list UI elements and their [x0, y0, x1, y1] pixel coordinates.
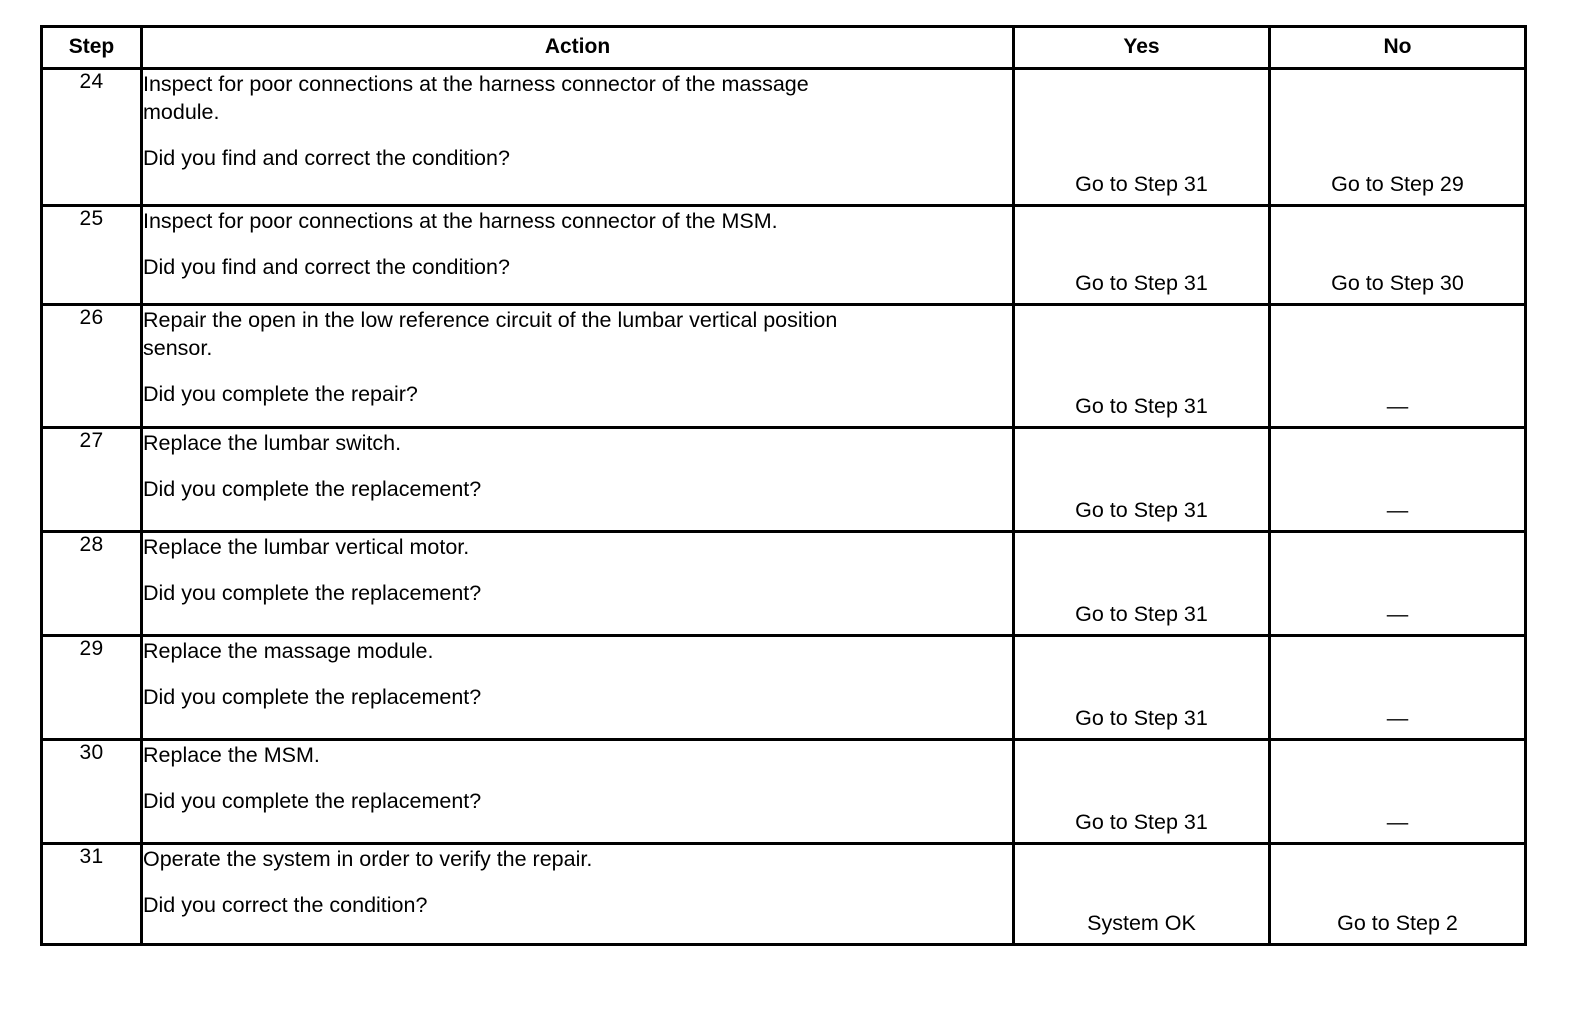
step-number: 26	[42, 305, 142, 428]
no-result: —	[1386, 497, 1409, 522]
table-body	[42, 69, 1526, 945]
yes-result: Go to Step 31	[1075, 270, 1208, 295]
step-number: 25	[42, 206, 142, 305]
column-header-no: No	[1270, 27, 1526, 69]
table-row	[42, 206, 1526, 305]
step-action	[142, 69, 1014, 206]
no-result: —	[1386, 393, 1409, 418]
yes-result-cell	[1014, 740, 1270, 844]
action-question: Did you complete the repair?	[143, 382, 418, 407]
no-result-cell	[1270, 740, 1526, 844]
step-action	[142, 844, 1014, 945]
yes-result-cell	[1014, 636, 1270, 740]
action-spacer	[143, 126, 1012, 144]
no-result-cell	[1270, 532, 1526, 636]
no-result: Go to Step 30	[1331, 270, 1464, 295]
action-line: module.	[143, 100, 220, 125]
action-spacer	[143, 769, 1012, 787]
no-result: Go to Step 2	[1337, 910, 1458, 935]
yes-result: Go to Step 31	[1075, 809, 1208, 834]
action-spacer	[143, 561, 1012, 579]
yes-result: Go to Step 31	[1075, 705, 1208, 730]
yes-result: Go to Step 31	[1075, 601, 1208, 626]
action-question: Did you find and correct the condition?	[143, 146, 510, 171]
table-header-row	[42, 27, 1526, 69]
table-header	[42, 27, 1526, 69]
step-number: 27	[42, 428, 142, 532]
yes-result-cell	[1014, 206, 1270, 305]
table-row	[42, 844, 1526, 945]
step-number: 30	[42, 740, 142, 844]
table-row	[42, 532, 1526, 636]
no-result: —	[1386, 809, 1409, 834]
table-row	[42, 69, 1526, 206]
yes-result: Go to Step 31	[1075, 393, 1208, 418]
action-question: Did you complete the replacement?	[143, 581, 482, 606]
action-spacer	[143, 665, 1012, 683]
step-action	[142, 428, 1014, 532]
yes-result: Go to Step 31	[1075, 171, 1208, 196]
yes-result: Go to Step 31	[1075, 497, 1208, 522]
action-line: Operate the system in order to verify the repair.	[143, 847, 593, 871]
action-line: Inspect for poor connections at the harness connector of the massage	[143, 72, 809, 96]
column-header-yes: Yes	[1014, 27, 1270, 69]
no-result-cell	[1270, 844, 1526, 945]
action-line: Repair the open in the low reference circuit of the lumbar vertical position	[143, 308, 838, 332]
diagnostic-table-container	[40, 25, 1524, 946]
action-line: Inspect for poor connections at the harness connector of the MSM.	[143, 209, 778, 233]
table-row	[42, 428, 1526, 532]
action-question: Did you correct the condition?	[143, 893, 428, 918]
action-question: Did you complete the replacement?	[143, 477, 482, 502]
yes-result-cell	[1014, 428, 1270, 532]
no-result-cell	[1270, 636, 1526, 740]
no-result-cell	[1270, 428, 1526, 532]
action-line: Replace the lumbar switch.	[143, 431, 402, 455]
action-spacer	[143, 235, 1012, 253]
action-line: sensor.	[143, 336, 213, 361]
table-row	[42, 636, 1526, 740]
step-action	[142, 532, 1014, 636]
step-action	[142, 740, 1014, 844]
action-spacer	[143, 362, 1012, 380]
action-question: Did you find and correct the condition?	[143, 255, 510, 280]
yes-result-cell	[1014, 305, 1270, 428]
no-result: —	[1386, 601, 1409, 626]
column-header-step: Step	[42, 27, 142, 69]
step-number: 24	[42, 69, 142, 206]
no-result-cell	[1270, 305, 1526, 428]
step-number: 29	[42, 636, 142, 740]
table-row	[42, 740, 1526, 844]
no-result: Go to Step 29	[1331, 171, 1464, 196]
yes-result-cell	[1014, 69, 1270, 206]
yes-result: System OK	[1087, 910, 1196, 935]
step-number: 31	[42, 844, 142, 945]
no-result-cell	[1270, 206, 1526, 305]
action-line: Replace the MSM.	[143, 743, 320, 767]
step-action	[142, 206, 1014, 305]
table-row	[42, 305, 1526, 428]
action-spacer	[143, 457, 1012, 475]
action-line: Replace the lumbar vertical motor.	[143, 535, 470, 559]
yes-result-cell	[1014, 844, 1270, 945]
column-header-action: Action	[142, 27, 1014, 69]
action-question: Did you complete the replacement?	[143, 789, 482, 814]
step-number: 28	[42, 532, 142, 636]
diagnostic-steps-table	[40, 25, 1527, 946]
action-question: Did you complete the replacement?	[143, 685, 482, 710]
no-result: —	[1386, 705, 1409, 730]
step-action	[142, 636, 1014, 740]
yes-result-cell	[1014, 532, 1270, 636]
step-action	[142, 305, 1014, 428]
action-spacer	[143, 873, 1012, 891]
no-result-cell	[1270, 69, 1526, 206]
action-line: Replace the massage module.	[143, 639, 434, 663]
